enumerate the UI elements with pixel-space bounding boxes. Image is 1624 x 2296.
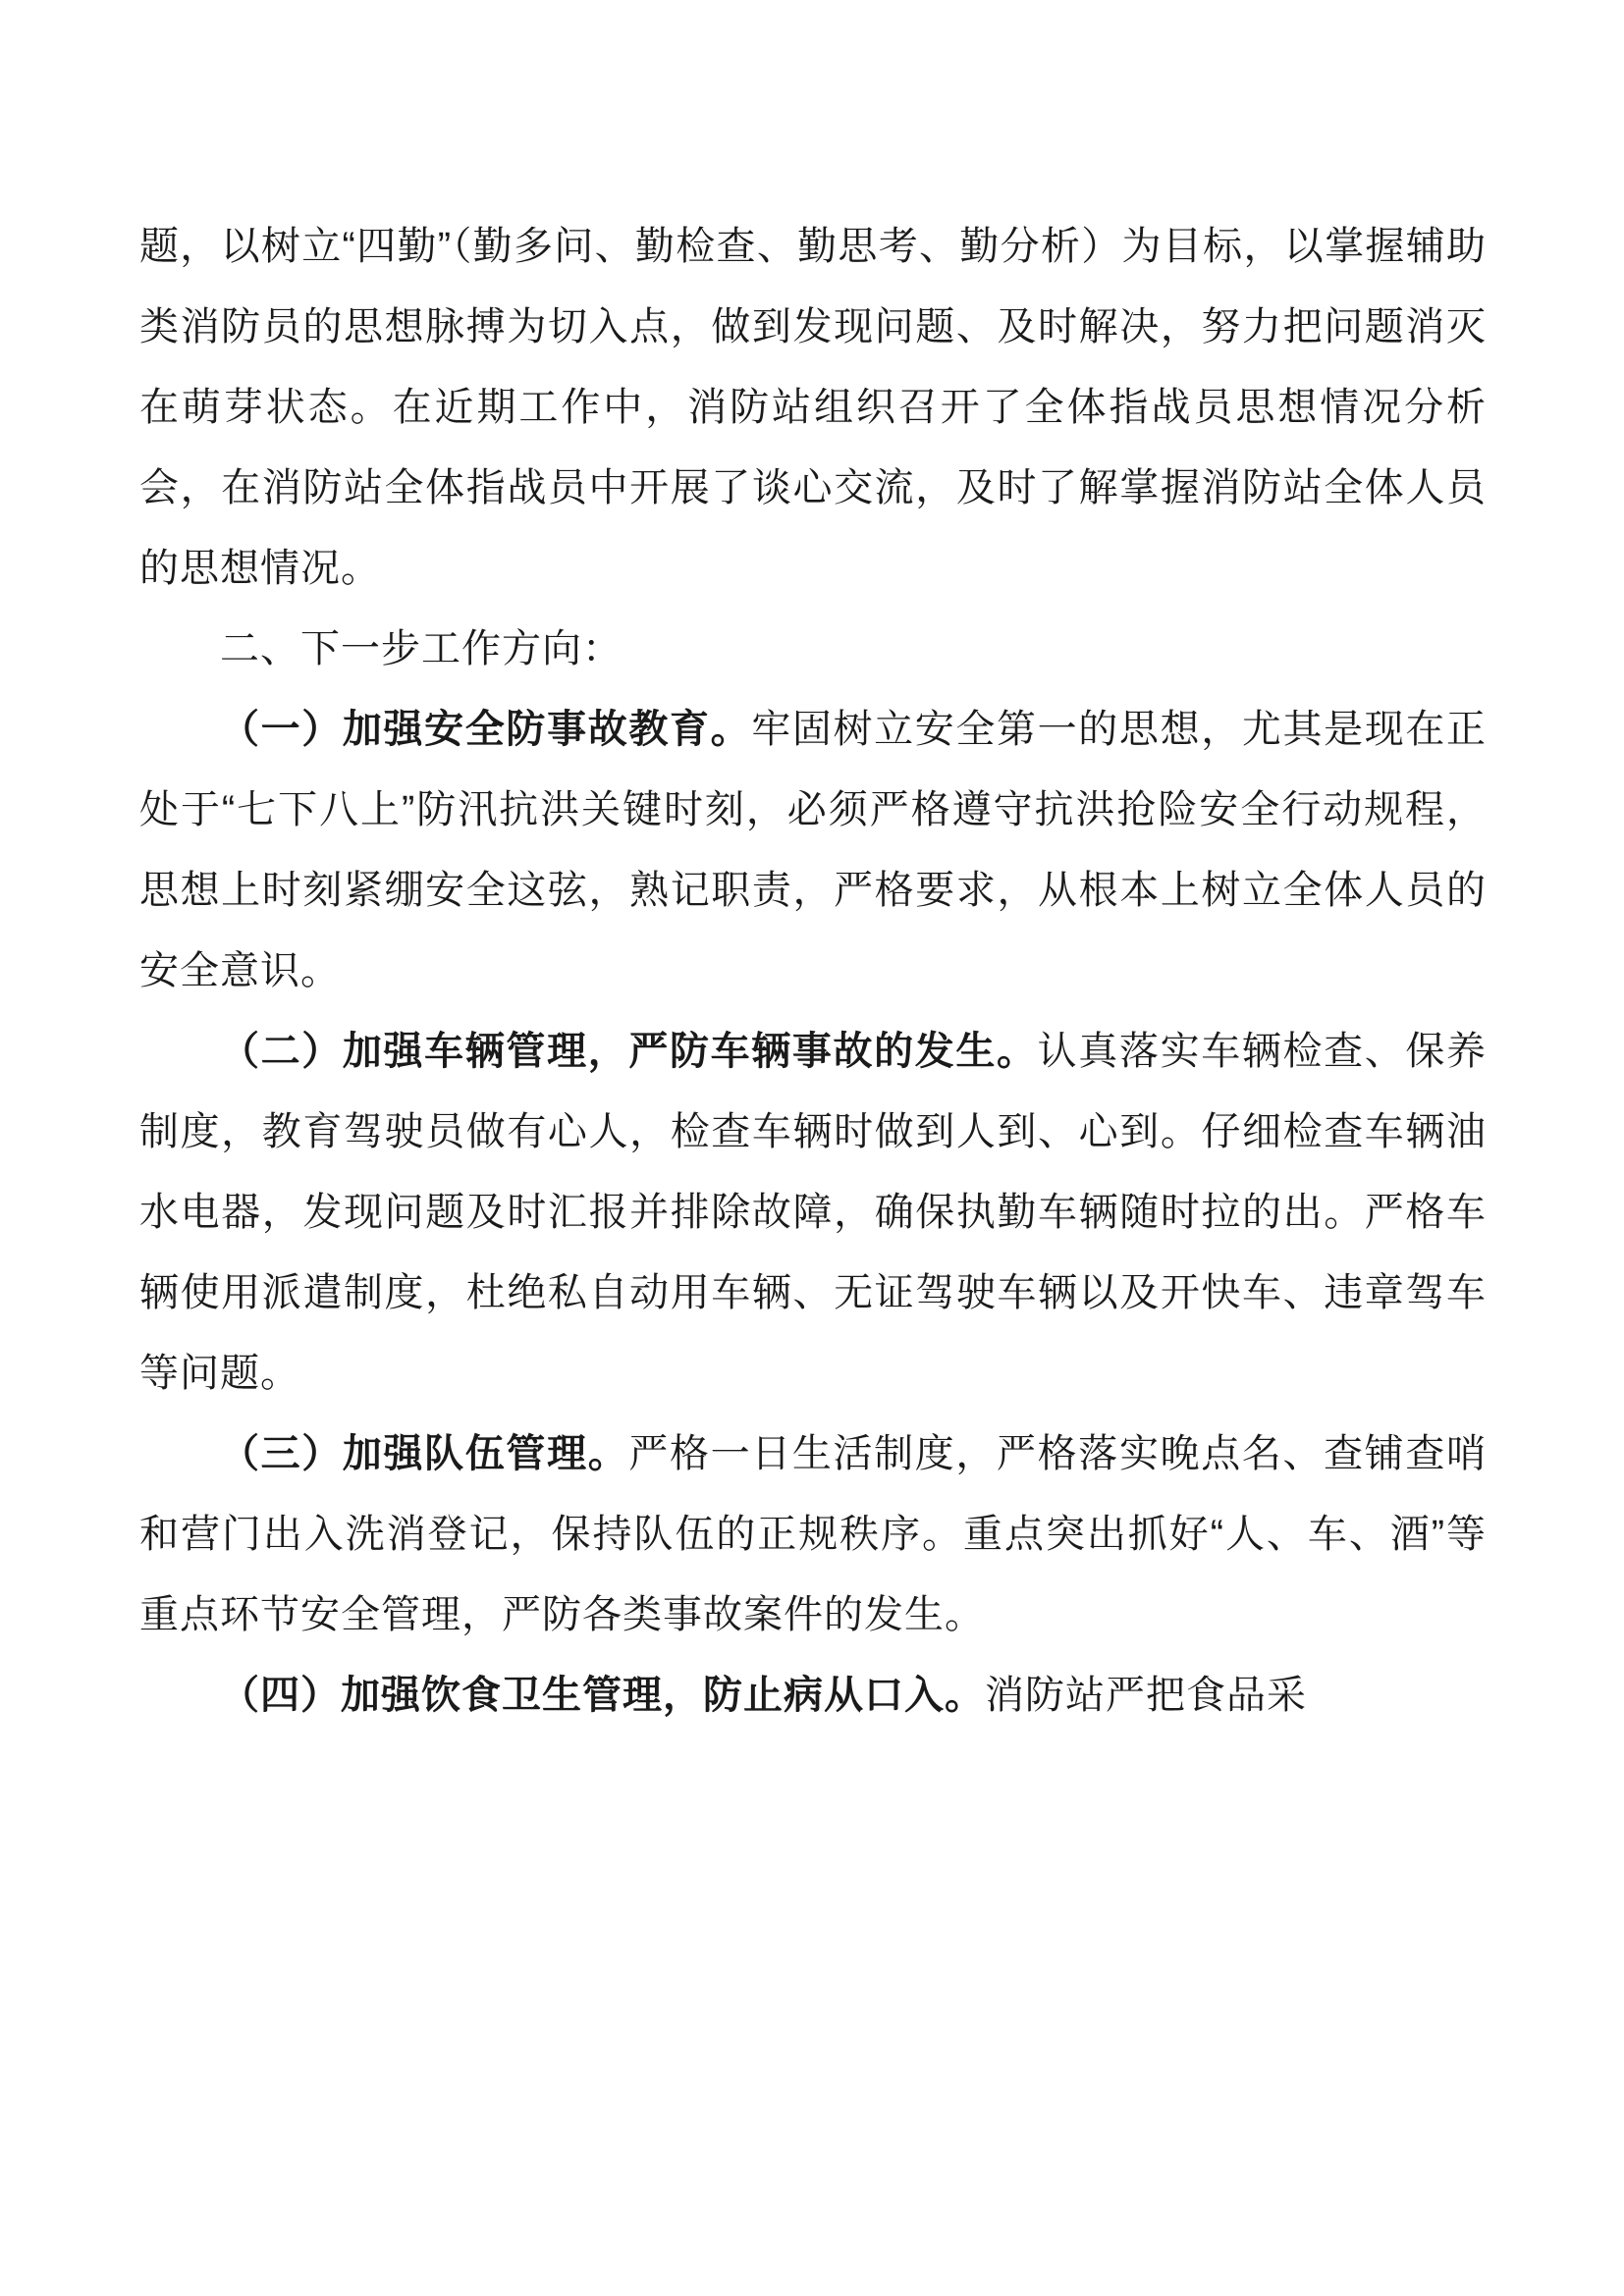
paragraph-bold-lead: （一）加强安全防事故教育。 xyxy=(220,708,752,751)
paragraph-text: 严格一日生活制度，严格落实晚点名、查铺查哨和营门出入洗消登记，保持队伍的正规秩序。重点突出抓好“人、车、酒”等重点环节安全管理，严防各类事故案件的发生。 xyxy=(139,1432,1488,1636)
paragraph-item-2 xyxy=(139,1011,1487,1414)
paragraph-item-1 xyxy=(139,689,1487,1011)
paragraph-text: 题，以树立“四勤”（勤多问、勤检查、勤思考、勤分析）为目标，以掌握辅助类消防员的思想脉搏为切入点，做到发现问题、及时解决，努力把问题消灭在萌芽状态。在近期工作中，消防站组织召开了全体指战员思想情况分析会，在消防站全体指战员中开展了谈心交流，及时了解掌握消防站全体人员的思想情况。 xyxy=(139,225,1487,590)
paragraph-bold-lead: （四）加强饮食卫生管理，防止病从口入。 xyxy=(220,1674,985,1717)
paragraph-bold-lead: （二）加强车辆管理，严防车辆事故的发生。 xyxy=(220,1030,1038,1073)
paragraph-text: 牢固树立安全第一的思想，尤其是现在正处于“七下八上”防汛抗洪关键时刻，必须严格遵守抗洪抢险安全行动规程，思想上时刻紧绷安全这弦，熟记职责，严格要求，从根本上树立全体人员的安全意识。 xyxy=(139,708,1488,992)
paragraph-continuation xyxy=(139,206,1487,609)
paragraph-section-heading xyxy=(139,609,1487,689)
paragraph-bold-lead: （三）加强队伍管理。 xyxy=(220,1432,629,1475)
paragraph-text: 二、下一步工作方向： xyxy=(220,627,623,670)
paragraph-text: 消防站严把食品采 xyxy=(985,1674,1307,1717)
paragraph-item-3 xyxy=(139,1414,1487,1655)
paragraph-text: 认真落实车辆检查、保养制度，教育驾驶员做有心人，检查车辆时做到人到、心到。仔细检查车辆油水电器，发现问题及时汇报并排除故障，确保执勤车辆随时拉的出。严格车辆使用派遣制度，杜绝私自动用车辆、无证驾驶车辆以及开快车、违章驾车等问题。 xyxy=(139,1030,1488,1395)
paragraph-item-4 xyxy=(139,1655,1487,1735)
document-body xyxy=(139,206,1487,1735)
